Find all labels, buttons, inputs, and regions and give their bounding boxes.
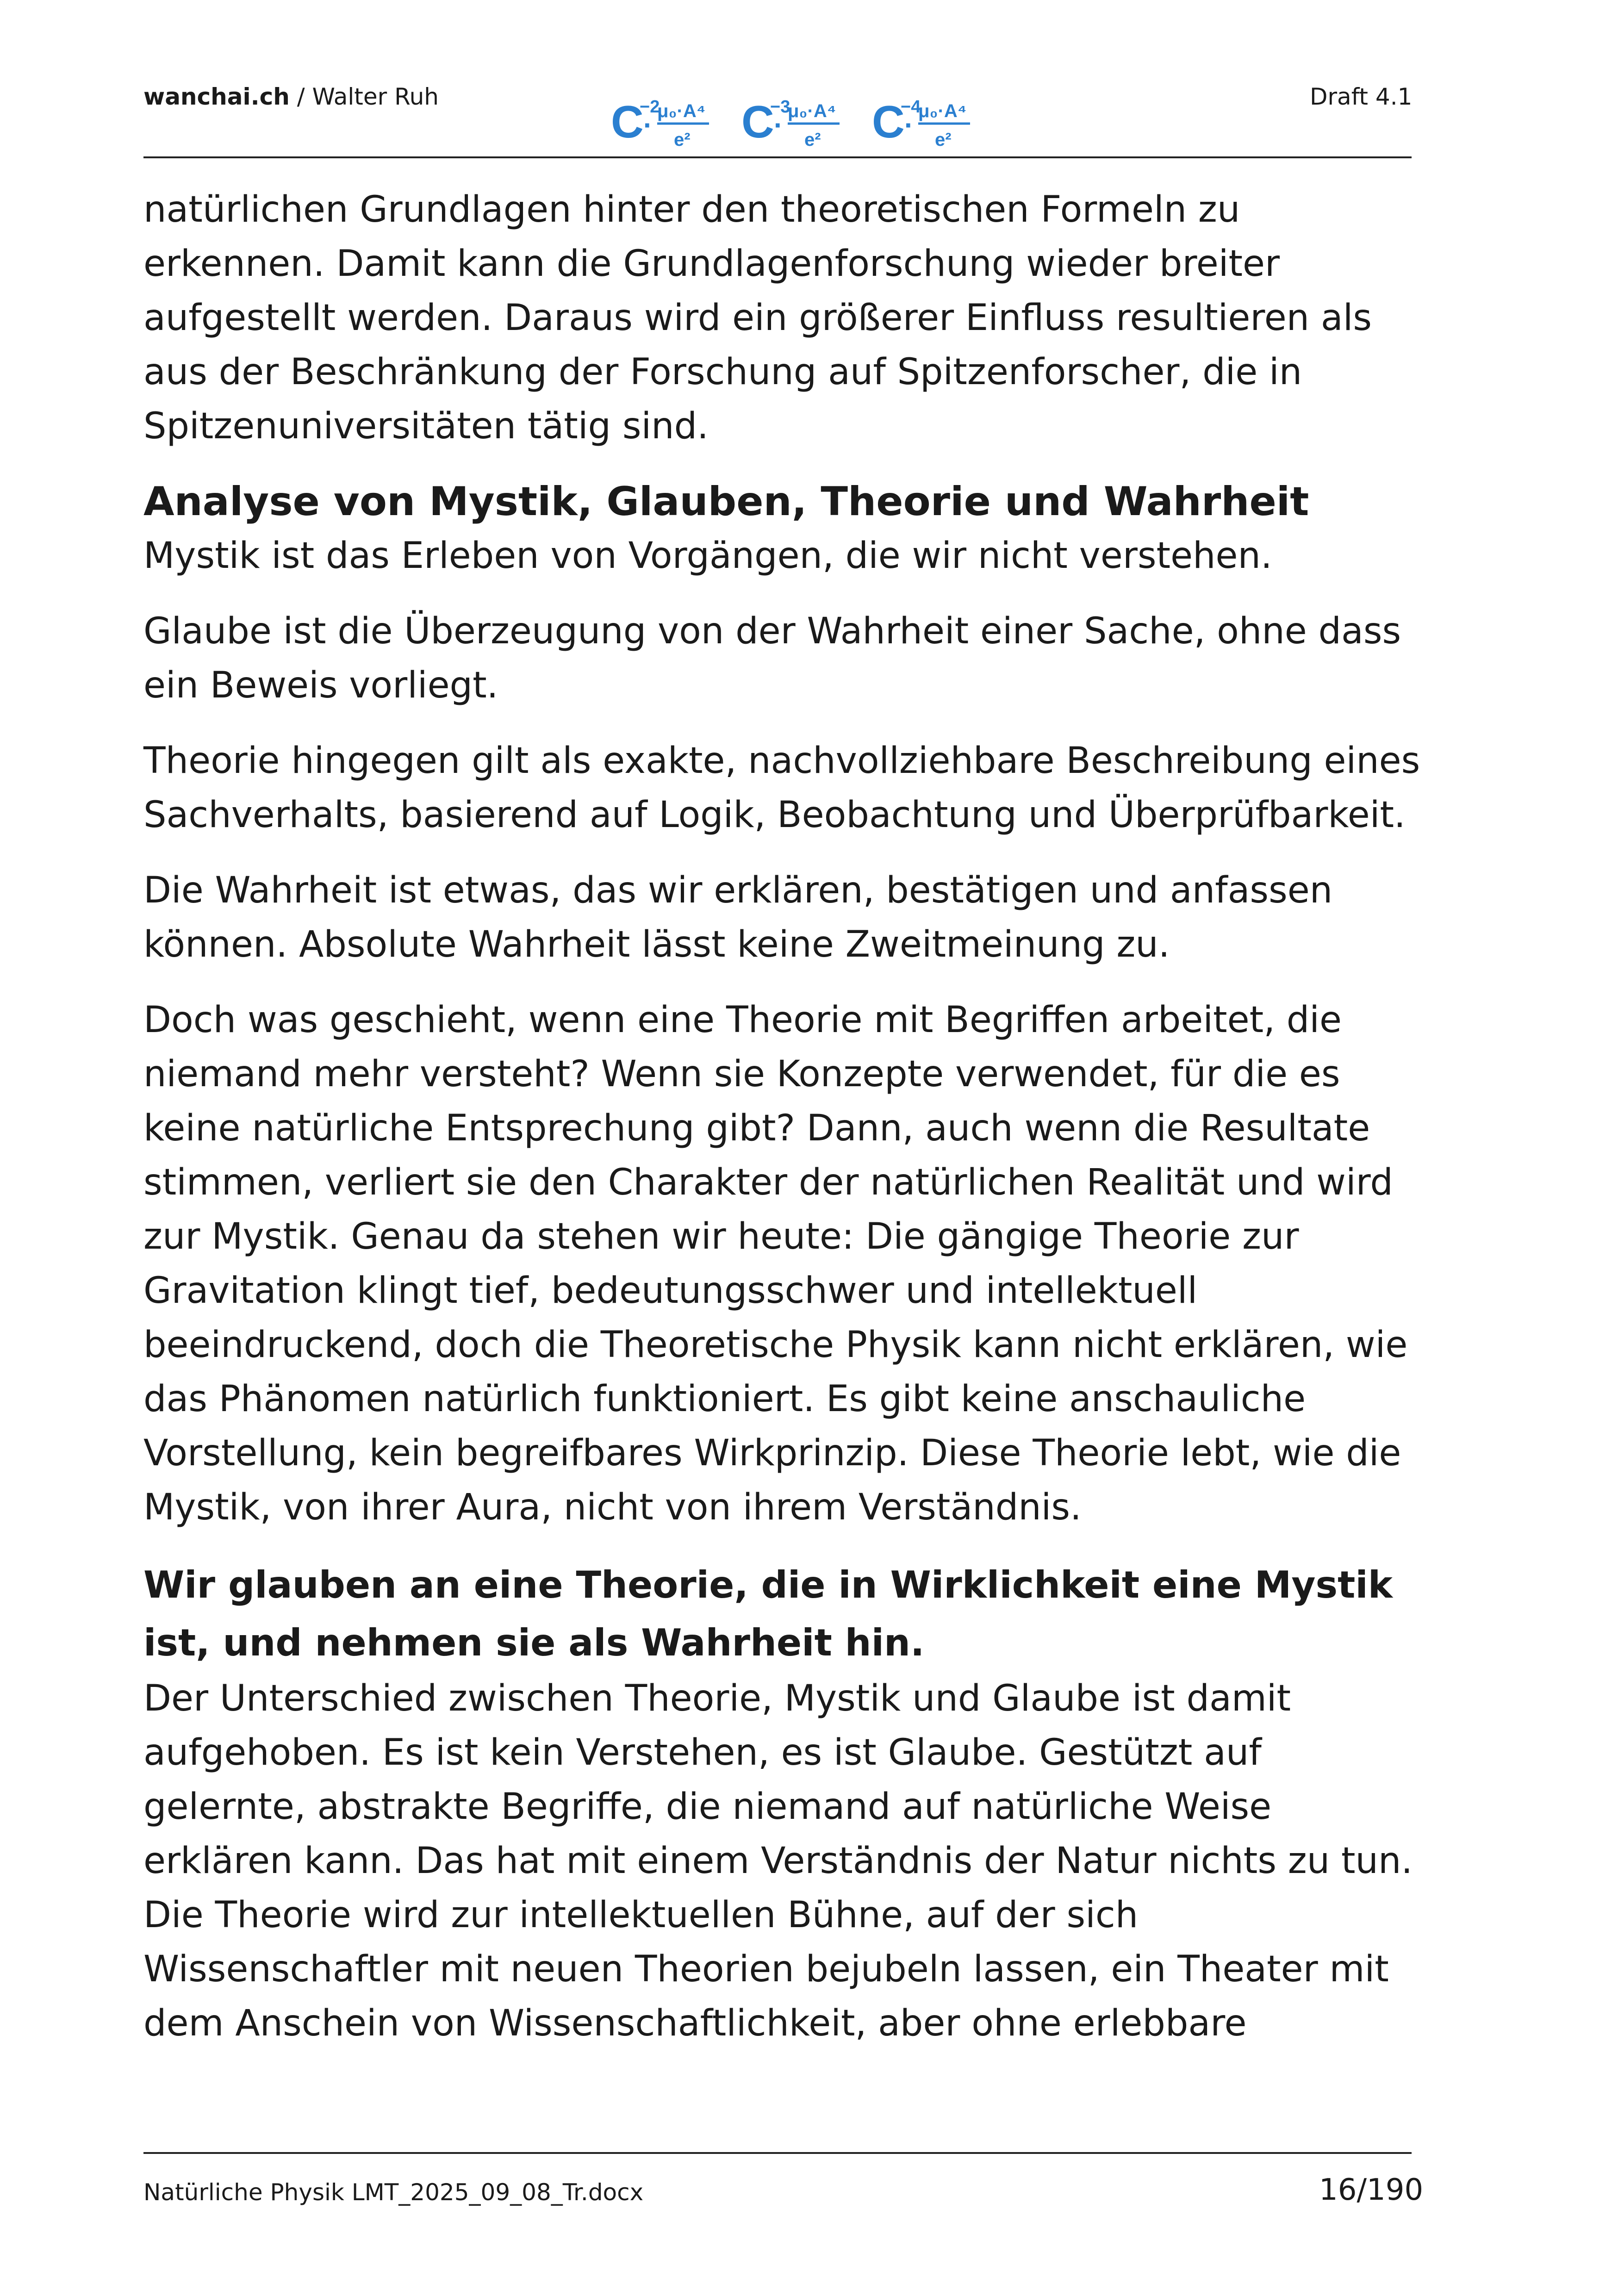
formula-base: C: [611, 96, 644, 147]
formula-numerator: μ₀·A⁴: [657, 101, 706, 121]
formula-denominator: e²: [935, 130, 952, 150]
formula-numerator: μ₀·A⁴: [918, 101, 967, 121]
page-number: 16/190: [1319, 2173, 1424, 2207]
section-heading: Analyse von Mystik, Glauben, Theorie und Wahrheit: [143, 479, 1309, 525]
formula-dot: ·: [774, 110, 783, 141]
paragraph-conclusion: Der Unterschied zwischen Theorie, Mystik und Glaube ist damit aufgehoben. Es ist kein Verstehen, es ist Glaube. Gestützt auf gelernte, abstrakte Begriffe, die niemand auf natürliche Weise erklären kann. Das hat mit einem Verständnis der Natur nichts zu tun. Die Theorie wird zur intellektuellen Bühne, auf der sich Wissenschaftler mit neuen Theorien bejubeln lassen, ein Theater mit dem Anschein von Wissenschaftlichkeit, aber ohne erlebbare: [143, 1678, 1413, 2044]
formula-dot: ·: [643, 110, 653, 141]
paragraph-glaube: Glaube ist die Überzeugung von der Wahrheit einer Sache, ohne dass ein Beweis vorliegt.: [143, 610, 1401, 706]
header-author: [143, 83, 439, 110]
formula-term-1: [611, 96, 709, 150]
formula-denominator: e²: [674, 130, 691, 150]
formula-exponent: −2: [640, 97, 660, 117]
paragraph-wahrheit: Die Wahrheit ist etwas, das wir erklären, bestätigen und anfassen können. Absolute Wahrheit lässt keine Zweitmeinung zu.: [143, 870, 1333, 965]
formula-term-2: [741, 96, 840, 150]
formula-dot: ·: [904, 110, 914, 141]
formula-logo: [611, 86, 990, 155]
formula-denominator: e²: [804, 130, 821, 150]
formula-exponent: −4: [901, 97, 921, 117]
site-name: wanchai.ch: [143, 83, 290, 110]
footer-divider: [143, 2152, 1412, 2154]
paragraph-argument: Doch was geschieht, wenn eine Theorie mit Begriffen arbeitet, die niemand mehr versteht? Wenn sie Konzepte verwendet, für die es keine natürliche Entsprechung gibt? Dann, auch wenn die Resultate stimmen, verliert sie den Charakter der natürlichen Realität und wird zur Mystik. Genau da stehen wir heute: Die gängige Theorie zur Gravitation klingt tief, bedeutungsschwer und intellektuell beeindruckend, doch die Theoretische Physik kann nicht erklären, wie das Phänomen natürlich funktioniert. Es gibt keine anschauliche Vorstellung, kein begreifbares Wirkprinzip. Diese Theorie lebt, wie die Mystik, von ihrer Aura, nicht von ihrem Verständnis.: [143, 999, 1408, 1528]
paragraph-theorie: Theorie hingegen gilt als exakte, nachvollziehbare Beschreibung eines Sachverhalts, basierend auf Logik, Beobachtung und Überprüfbarkeit.: [143, 740, 1420, 836]
emphasis-heading: Wir glauben an eine Theorie, die in Wirklichkeit eine Mystik ist, und nehmen sie als Wahrheit hin.: [143, 1563, 1393, 1664]
formula-numerator: μ₀·A⁴: [788, 101, 836, 121]
paragraph-intro: natürlichen Grundlagen hinter den theoretischen Formeln zu erkennen. Damit kann die Grundlagenforschung wieder breiter aufgestellt werden. Daraus wird ein größerer Einfluss resultieren als aus der Beschränkung der Forschung auf Spitzenforscher, die in Spitzenuniversitäten tätig sind.: [143, 189, 1372, 447]
paragraph-mystik: Mystik ist das Erleben von Vorgängen, die wir nicht verstehen.: [143, 535, 1272, 577]
footer-filename: Natürliche Physik LMT_2025_09_08_Tr.docx: [143, 2179, 644, 2206]
formula-term-3: [872, 96, 970, 150]
formula-exponent: −3: [770, 97, 790, 117]
header-divider: [143, 156, 1412, 158]
formula-base: C: [872, 96, 905, 147]
draft-label: Draft 4.1: [1310, 83, 1413, 110]
author-name: Walter Ruh: [312, 83, 439, 110]
formula-base: C: [741, 96, 774, 147]
document-body: [143, 183, 1430, 2072]
header-separator: /: [289, 83, 312, 110]
